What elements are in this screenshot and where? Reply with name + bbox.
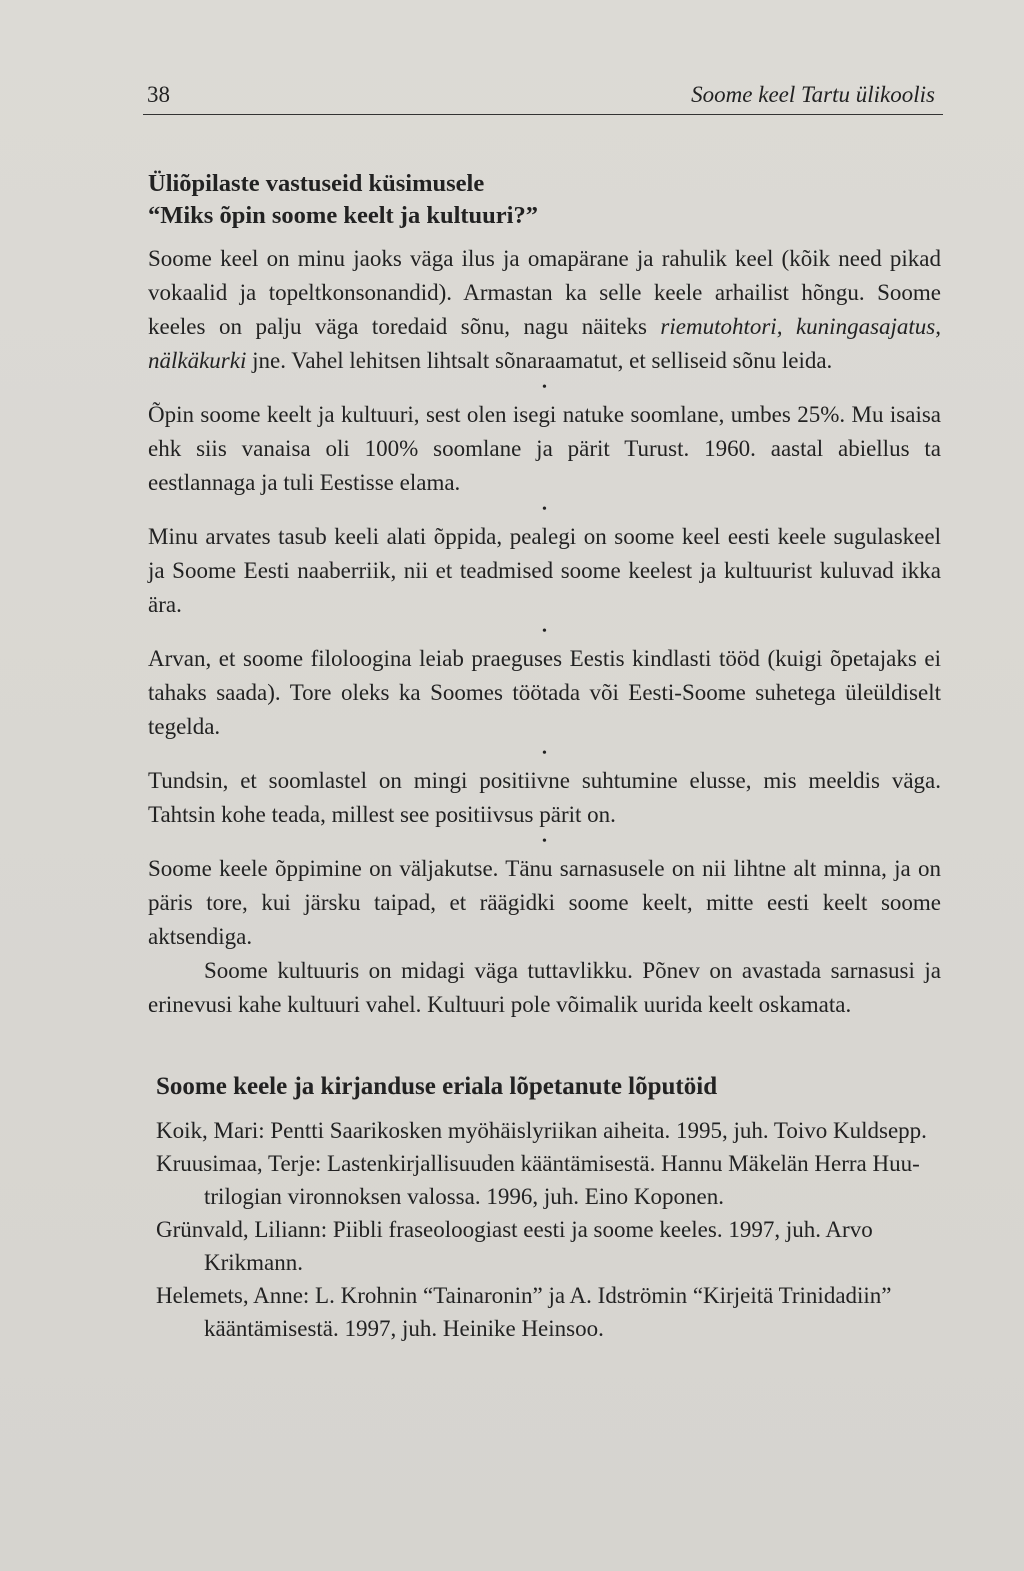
student-answer-6: Soome keele õppimine on väljakutse. Tänu sarnasusele on nii lihtne alt minna, ja on päris tore, kui järsku taipad, et räägidki soome keelt, mitte eesti keelt soome aktsendiga.: [148, 856, 941, 949]
bullet-separator: •: [542, 746, 547, 761]
section-title-line1: Üliõpilaste vastuseid küsimusele: [148, 170, 485, 197]
bullet-separator: •: [542, 380, 547, 395]
student-answer-6-continued: Soome kultuuris on midagi väga tuttavlikku. Põnev on avastada sarnasusi ja erinevusi kahe kultuuri vahel. Kultuuri pole võimalik uurida keelt oskamata.: [148, 958, 941, 1017]
student-answer-3: Minu arvates tasub keeli alati õppida, pealegi on soome keel eesti keele sugulaskeel ja Soome Eesti naaberriik, nii et teadmised soome keelest ja kultuurist kuluvad ikka ära.: [148, 524, 941, 617]
section-title-line2: “Miks õpin soome keelt ja kultuuri?”: [148, 202, 538, 229]
student-answer-1: [148, 242, 941, 378]
student-answer-4: Arvan, et soome filoloogina leiab praeguses Eestis kindlasti tööd (kuigi õpetajaks ei tahaks saada). Tore oleks ka Soomes töötada või Eesti-Soome suhetega üleüldiselt tegelda.: [148, 646, 941, 739]
section-title-theses: Soome keele ja kirjanduse eriala lõpetanute lõputöid: [156, 1073, 718, 1100]
answer1-text-end: jne. Vahel lehitsen lihtsalt sõnaraamatut, et selliseid sõnu leida.: [246, 348, 833, 373]
student-answer-2: Õpin soome keelt ja kultuuri, sest olen isegi natuke soomlane, umbes 25%. Mu isaisa ehk siis vanaisa oli 100% soomlane ja pärit Turust. 1960. aastal abiellus ta eestlannaga ja tuli Eestisse elama.: [148, 402, 941, 495]
bullet-separator: •: [542, 502, 547, 517]
thesis-entry: Helemets, Anne: L. Krohnin “Tainaronin” ja A. Idströmin “Kirjeitä Trinidadiin” kääntämisestä. 1997, juh. Heinike Heinsoo.: [156, 1283, 892, 1341]
thesis-entry: Koik, Mari: Pentti Saarikosken myöhäislyriikan aiheita. 1995, juh. Toivo Kuldsepp.: [156, 1118, 927, 1143]
thesis-entry: Kruusimaa, Terje: Lastenkirjallisuuden kääntämisestä. Hannu Mäkelän Herra Huu-trilogian vironnoksen valossa. 1996, juh. Eino Koponen.: [156, 1151, 920, 1209]
page-header: [143, 82, 943, 115]
bullet-separator: •: [542, 834, 547, 849]
page-content: [148, 168, 941, 1345]
section-title-student-answers: [148, 168, 941, 232]
bullet-separator: •: [542, 624, 547, 639]
thesis-entry: Grünvald, Liliann: Piibli fraseoloogiast eesti ja soome keeles. 1997, juh. Arvo Krikmann.: [156, 1217, 873, 1275]
answer1-italic-words: riemutohtori, kuningasajatus, nälkäkurki: [148, 314, 941, 373]
running-title: Soome keel Tartu ülikoolis: [691, 82, 935, 107]
student-answer-5: Tundsin, et soomlastel on mingi positiivne suhtumine elusse, mis meeldis väga. Tahtsin kohe teada, millest see positiivsus pärit on.: [148, 768, 941, 827]
page-number: 38: [147, 82, 170, 107]
theses-list: [148, 1114, 941, 1345]
answer1-text-start: Soome keel on minu jaoks väga ilus ja omapärane ja rahulik keel (kõik need pikad vokaalid ja topeltkonsonandid). Armastan ka selle keele arhailist hõngu. Soome keeles on palju väga toredaid sõnu, nagu näiteks: [148, 246, 941, 339]
